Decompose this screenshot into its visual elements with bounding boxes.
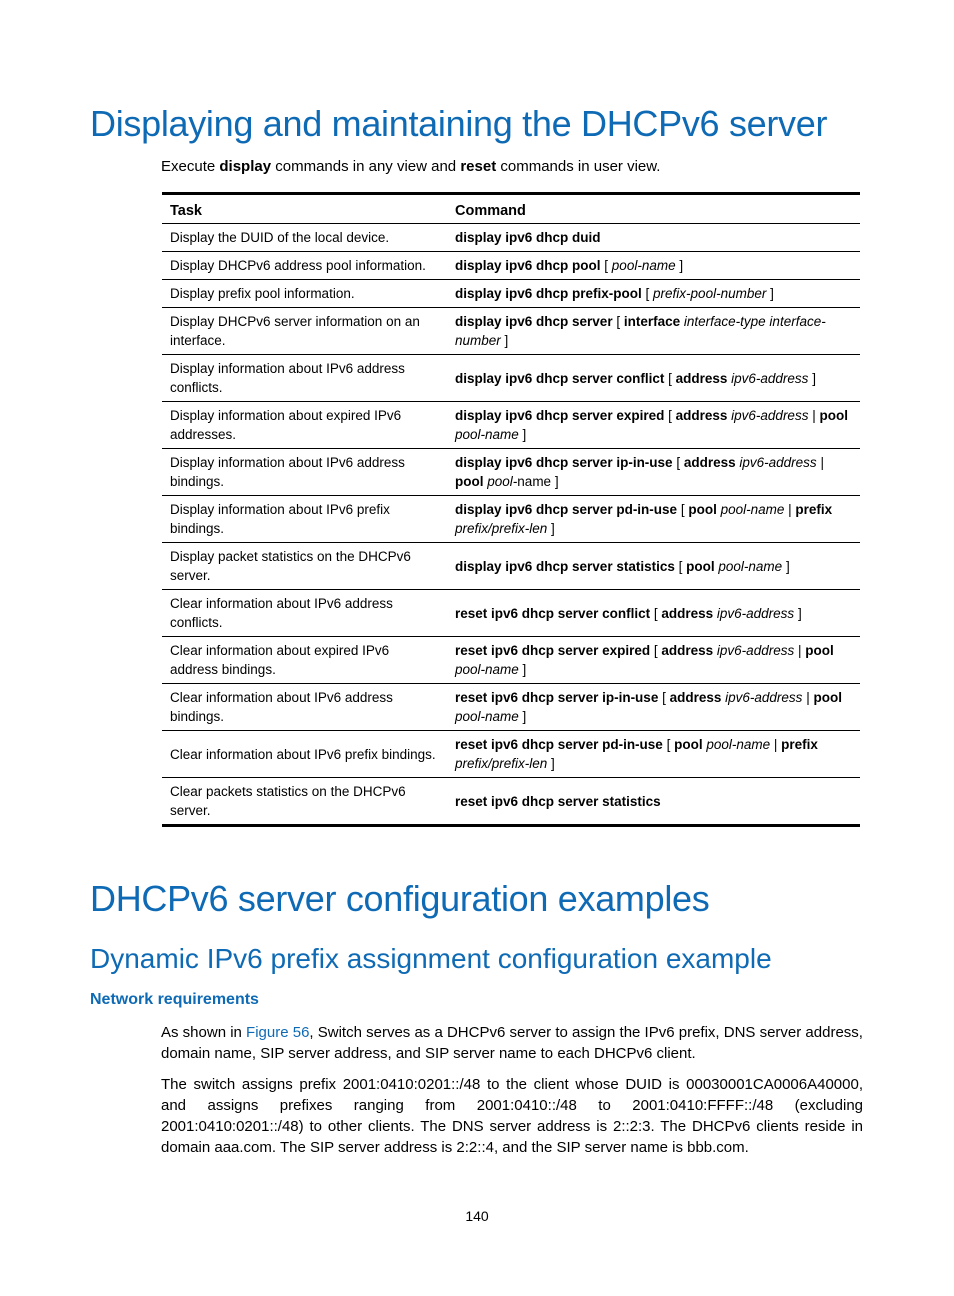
command-keyword: reset ipv6 dhcp server expired bbox=[455, 643, 651, 658]
command-keyword: display ipv6 dhcp duid bbox=[455, 230, 601, 245]
command-text: | bbox=[770, 737, 782, 752]
command-cell bbox=[447, 543, 860, 590]
command-keyword: display ipv6 dhcp server ip-in-use bbox=[455, 455, 673, 470]
command-keyword: display ipv6 dhcp pool bbox=[455, 258, 601, 273]
intro-keyword-reset: reset bbox=[460, 158, 497, 175]
command-keyword: reset ipv6 dhcp server ip-in-use bbox=[455, 690, 659, 705]
requirements-paragraph-2: The switch assigns prefix 2001:0410:0201::/48 to the client whose DUID is 00030001CA0006A40000, and assigns prefixes ranging from 2001:0410::/48 to 2001:0410:FFFF::/48 (excluding 2001:0410:0201::/48) to other clients. The DNS server address is 2::2:3. The DHCPv6 clients reside in domain aaa.com. The SIP server address is 2:2::4, and the SIP server name is bbb.com. bbox=[161, 1076, 863, 1156]
task-cell: Display prefix pool information. bbox=[162, 280, 447, 308]
command-keyword: display ipv6 dhcp server pd-in-use bbox=[455, 502, 678, 517]
command-text: ] bbox=[675, 258, 684, 273]
task-cell: Display information about IPv6 address bindings. bbox=[162, 449, 447, 496]
header-task: Task bbox=[162, 194, 447, 224]
command-keyword: reset ipv6 dhcp server statistics bbox=[455, 793, 661, 809]
command-cell bbox=[447, 590, 860, 637]
command-text: [ bbox=[664, 408, 676, 423]
paragraph-text: , Switch serves as a DHCPv6 server to assign the IPv6 prefix, DNS server address, domain name, SIP server address, and SIP server name to each DHCPv6 client. bbox=[161, 1024, 863, 1062]
command-argument: pool-name bbox=[718, 558, 783, 574]
table-row bbox=[162, 543, 860, 590]
command-text: ] bbox=[547, 756, 555, 771]
command-keyword: reset ipv6 dhcp server pd-in-use bbox=[455, 737, 663, 752]
table-row bbox=[162, 402, 860, 449]
task-cell: Display information about expired IPv6 addresses. bbox=[162, 402, 447, 449]
table-body bbox=[162, 224, 860, 826]
command-keyword: display ipv6 dhcp prefix-pool bbox=[455, 286, 642, 301]
command-text: ] bbox=[808, 370, 816, 386]
command-text: | bbox=[794, 643, 806, 658]
command-argument: pool-name bbox=[611, 258, 676, 273]
command-cell bbox=[447, 637, 860, 684]
section-title-config-examples: DHCPv6 server configuration examples bbox=[90, 878, 710, 919]
command-cell bbox=[447, 496, 860, 543]
command-keyword: display ipv6 dhcp server bbox=[455, 314, 613, 329]
table-row bbox=[162, 778, 860, 826]
command-keyword: display ipv6 dhcp server expired bbox=[455, 408, 665, 423]
task-cell: Display information about IPv6 prefix bindings. bbox=[162, 496, 447, 543]
table-row bbox=[162, 637, 860, 684]
command-text: [ bbox=[674, 558, 687, 574]
command-argument: ipv6-address bbox=[739, 455, 817, 470]
command-argument: pool-name bbox=[706, 737, 771, 752]
command-argument: pool-name bbox=[720, 502, 785, 517]
header-command: Command bbox=[447, 194, 860, 224]
command-text: [ bbox=[658, 690, 670, 705]
table-row bbox=[162, 684, 860, 731]
table-row bbox=[162, 308, 860, 355]
command-text: ] bbox=[547, 521, 555, 536]
command-keyword: prefix bbox=[795, 502, 833, 517]
command-text: ] bbox=[782, 558, 790, 574]
table-row bbox=[162, 252, 860, 280]
command-text: | bbox=[802, 690, 814, 705]
task-cell: Display DHCPv6 address pool information. bbox=[162, 252, 447, 280]
command-keyword: prefix bbox=[781, 737, 818, 752]
command-argument: pool-name bbox=[455, 662, 519, 677]
command-text: [ bbox=[650, 605, 662, 621]
command-keyword: pool bbox=[455, 474, 484, 489]
command-keyword: display ipv6 dhcp server statistics bbox=[455, 558, 675, 574]
command-cell bbox=[447, 778, 860, 826]
network-requirements-heading: Network requirements bbox=[90, 991, 259, 1008]
command-text: [ bbox=[612, 314, 624, 329]
command-argument: pool- bbox=[487, 474, 518, 489]
table-row bbox=[162, 449, 860, 496]
table-row bbox=[162, 590, 860, 637]
command-cell bbox=[447, 402, 860, 449]
intro-keyword-display: display bbox=[219, 158, 272, 175]
task-cell: Clear packets statistics on the DHCPv6 server. bbox=[170, 784, 406, 818]
command-text: name ] bbox=[517, 474, 559, 489]
table-row bbox=[162, 355, 860, 402]
command-argument: pool-name bbox=[455, 427, 519, 442]
paragraph-text: As shown in bbox=[161, 1024, 247, 1041]
page-number: 140 bbox=[465, 1208, 489, 1224]
command-text: [ bbox=[664, 370, 676, 386]
command-text: [ bbox=[650, 643, 662, 658]
table-row bbox=[162, 731, 860, 778]
task-cell: Display the DUID of the local device. bbox=[162, 224, 447, 252]
command-keyword: pool bbox=[686, 558, 715, 574]
command-keyword: interface bbox=[623, 314, 681, 329]
command-text: ] bbox=[518, 662, 527, 677]
command-cell bbox=[447, 731, 860, 778]
intro-text: commands in user view. bbox=[496, 158, 661, 175]
command-keyword: pool bbox=[805, 643, 834, 658]
command-text: [ bbox=[641, 286, 654, 301]
command-argument: prefix/prefix-len bbox=[455, 521, 548, 536]
command-text: ] bbox=[518, 427, 527, 442]
command-text: | bbox=[784, 502, 796, 517]
command-text: ] bbox=[500, 333, 509, 348]
command-argument: ipv6-address bbox=[731, 408, 809, 423]
command-keyword: address bbox=[669, 690, 722, 705]
task-cell: Display DHCPv6 server information on an interface. bbox=[162, 308, 447, 355]
command-argument: ipv6-address bbox=[716, 605, 795, 621]
command-argument: prefix/prefix-len bbox=[455, 756, 548, 771]
intro-text: Execute bbox=[161, 158, 220, 175]
command-cell bbox=[447, 684, 860, 731]
section-intro bbox=[161, 156, 863, 177]
command-cell bbox=[447, 308, 860, 355]
command-cell bbox=[447, 280, 860, 308]
command-text: ] bbox=[794, 605, 802, 621]
command-keyword: address bbox=[683, 455, 736, 470]
intro-text: commands in any view and bbox=[271, 158, 461, 175]
table-row bbox=[162, 224, 860, 252]
command-keyword: pool bbox=[688, 502, 717, 517]
command-table bbox=[162, 192, 860, 827]
command-text: ] bbox=[766, 286, 774, 301]
command-argument: ipv6-address bbox=[725, 690, 803, 705]
task-cell: Clear information about expired IPv6 address bindings. bbox=[162, 637, 447, 684]
command-argument: pool-name bbox=[455, 709, 519, 724]
subsection-title-prefix-assignment: Dynamic IPv6 prefix assignment configuration example bbox=[90, 943, 772, 974]
command-keyword: pool bbox=[819, 408, 848, 423]
section-title-display-maintain: Displaying and maintaining the DHCPv6 server bbox=[90, 103, 828, 144]
task-cell: Clear information about IPv6 prefix bindings. bbox=[162, 731, 447, 778]
task-cell: Clear information about IPv6 address conflicts. bbox=[162, 590, 447, 637]
command-text: [ bbox=[662, 737, 675, 752]
command-argument: interface-type interface-number bbox=[455, 314, 826, 348]
command-keyword: address bbox=[661, 605, 714, 621]
task-cell: Clear information about IPv6 address bindings. bbox=[162, 684, 447, 731]
command-text: | bbox=[816, 455, 824, 470]
command-text: [ bbox=[677, 502, 689, 517]
command-cell bbox=[447, 224, 860, 252]
command-keyword: pool bbox=[674, 737, 703, 752]
command-keyword: address bbox=[675, 370, 728, 386]
command-keyword: address bbox=[661, 643, 714, 658]
requirements-paragraph-1 bbox=[161, 1022, 863, 1064]
command-text: [ bbox=[600, 258, 612, 273]
command-keyword: display ipv6 dhcp server conflict bbox=[455, 370, 665, 386]
table-header-row bbox=[162, 194, 860, 224]
command-text: | bbox=[808, 408, 820, 423]
task-cell: Display information about IPv6 address conflicts. bbox=[162, 355, 447, 402]
command-keyword: address bbox=[675, 408, 728, 423]
command-keyword: pool bbox=[813, 690, 842, 705]
command-cell bbox=[447, 449, 860, 496]
command-cell bbox=[447, 355, 860, 402]
command-argument: ipv6-address bbox=[716, 643, 795, 658]
command-argument: ipv6-address bbox=[731, 370, 809, 386]
table-row bbox=[162, 496, 860, 543]
task-cell: Display packet statistics on the DHCPv6 server. bbox=[162, 543, 447, 590]
command-argument: prefix-pool-number bbox=[653, 286, 767, 301]
command-cell bbox=[447, 252, 860, 280]
command-text: [ bbox=[672, 455, 684, 470]
command-keyword: reset ipv6 dhcp server conflict bbox=[455, 605, 651, 621]
command-text: ] bbox=[518, 709, 527, 724]
figure-link[interactable]: Figure 56 bbox=[246, 1024, 310, 1041]
table-row bbox=[162, 280, 860, 308]
